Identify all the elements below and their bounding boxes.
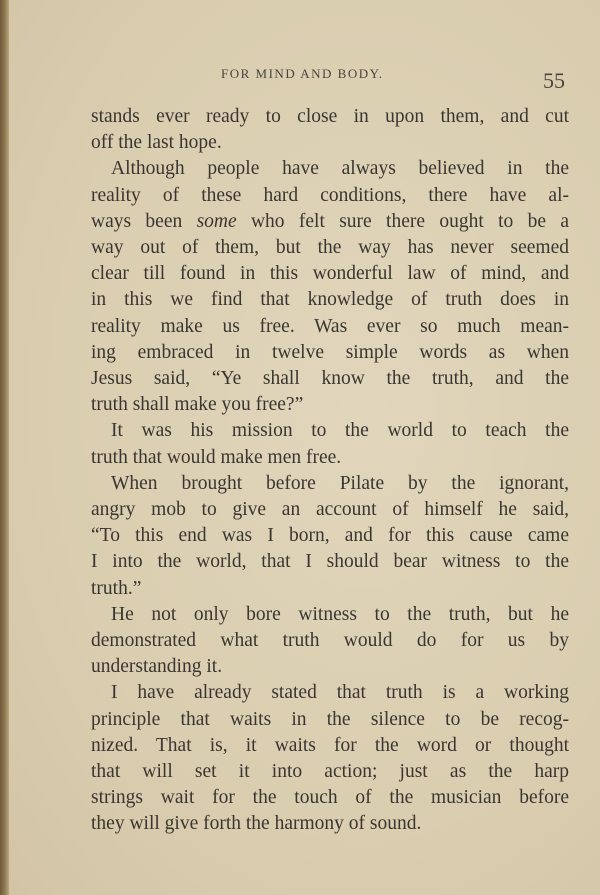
running-title: FOR MIND AND BODY. <box>221 66 384 81</box>
page-body-text <box>91 104 569 838</box>
text-line: demonstrated what truth would do for us by <box>91 630 569 652</box>
text-span: who felt sure there ought to be a <box>236 210 569 232</box>
book-spine-edge <box>0 0 9 895</box>
text-line: It was his mission to the world to teach the <box>111 420 569 442</box>
text-line: He not only bore witness to the truth, but he <box>111 603 569 625</box>
book-page <box>9 0 600 895</box>
page-number: 55 <box>543 68 565 93</box>
text-line: “To this end was I born, and for this cause came <box>91 525 569 547</box>
text-line: reality make us free. Was ever so much mean- <box>91 315 569 337</box>
text-line <box>91 209 569 235</box>
text-line: principle that waits in the silence to be recog- <box>91 708 569 730</box>
text-line: strings wait for the touch of the musician before <box>91 787 569 809</box>
emphasis: some <box>196 210 237 232</box>
text-line: angry mob to give an account of himself he said, <box>91 499 569 521</box>
text-line: truth.” <box>91 577 142 599</box>
text-line: in this we find that knowledge of truth does in <box>91 289 569 311</box>
text-line: understanding it. <box>91 656 223 678</box>
text-line: stands ever ready to close in upon them, and cut <box>91 106 569 127</box>
text-span: ways been <box>91 210 197 232</box>
text-line: truth that would make men free. <box>91 446 342 468</box>
text-line: ing embraced in twelve simple words as when <box>91 341 569 363</box>
text-line: that will set it into action; just as the harp <box>91 761 569 783</box>
text-line: way out of them, but the way has never seemed <box>91 237 569 259</box>
text-line: Although people have always believed in the <box>111 158 569 180</box>
text-line: When brought before Pilate by the ignorant, <box>111 472 569 494</box>
text-line: reality of these hard conditions, there have al- <box>91 184 569 206</box>
text-line: clear till found in this wonderful law of mind, and <box>91 263 569 285</box>
text-line: truth shall make you free?” <box>91 394 304 416</box>
text-line: they will give forth the harmony of sound. <box>91 813 422 835</box>
text-line: off the last hope. <box>91 132 222 154</box>
text-line: Jesus said, “Ye shall know the truth, and the <box>91 368 569 390</box>
text-line: I have already stated that truth is a working <box>111 682 569 704</box>
text-line: nized. That is, it waits for the word or thought <box>91 734 569 756</box>
text-line: I into the world, that I should bear witness to the <box>91 551 569 573</box>
